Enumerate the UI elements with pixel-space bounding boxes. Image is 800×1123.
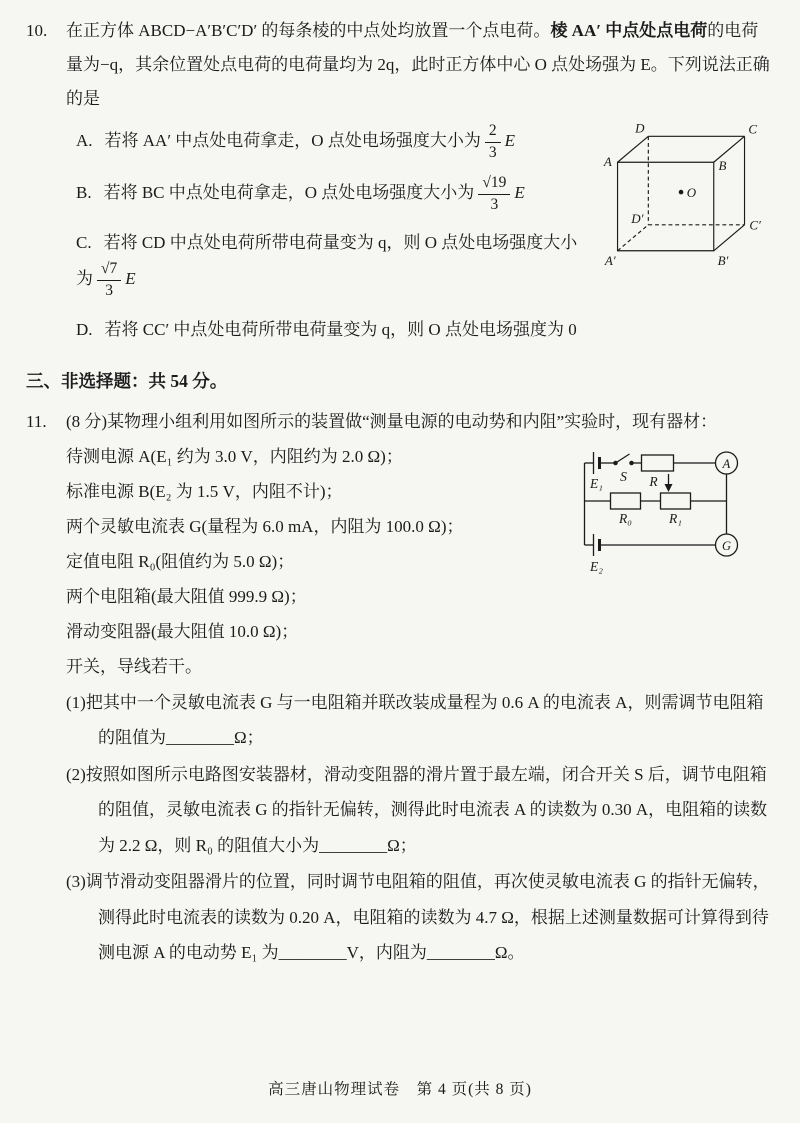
rheostat-r-box xyxy=(642,455,674,471)
cube-vertex-a-label: A xyxy=(603,154,612,170)
fraction-numerator: 2 xyxy=(485,122,501,143)
option-c-letter: C. xyxy=(76,233,92,253)
cube-vertex-a-prime-label: A′ xyxy=(604,253,616,269)
option-a-e-symbol: E xyxy=(504,131,515,150)
equipment-item: 两个灵敏电流表 G(量程为 6.0 mA，内阻为 100.0 Ω)； xyxy=(66,516,464,536)
equipment-item: 两个电阻箱(最大阻值 999.9 Ω)； xyxy=(66,586,307,606)
option-a-fraction xyxy=(485,122,501,162)
cube-vertex-c-label: C xyxy=(748,121,758,137)
option-d-text: 若将 CC′ 中点处电荷所带电荷量变为 q，则 O 点处电场强度为 0 xyxy=(104,319,577,339)
option-c-e-symbol: E xyxy=(125,269,136,289)
sub-question-3: (3)调节滑动变阻器滑片的位置，同时调节电阻箱的阻值，再次使灵敏电流表 G 的指针无偏转，测得此时电流表的读数为 0.20 A，电阻箱的读数为 4.7 Ω，根据上述测量数据可计算得到待测电源 A 的电动势 E₁ 为________V，内阻为________Ω。 xyxy=(66,872,770,963)
battery-e2-label: E₂ xyxy=(590,558,603,574)
equipment-item: 定值电阻 R₀(阻值约为 5.0 Ω)； xyxy=(66,551,295,571)
page-footer: 高三唐山物理试卷 第 4 页(共 8 页) xyxy=(268,1081,532,1098)
question-11-intro: (8 分)某物理小组利用如图所示的装置做“测量电源的电动势和内阻”实验时，现有器材： xyxy=(66,411,718,431)
option-b-fraction xyxy=(478,174,510,214)
slider-arrow-head xyxy=(665,484,673,492)
switch-s-label: S xyxy=(620,468,627,484)
equipment-item: 开关，导线若干。 xyxy=(66,656,202,676)
option-b-text: 若将 BC 中点处电荷拿走，O 点处电场强度大小为 xyxy=(103,183,475,203)
cube-vertex-d-prime-label: D′ xyxy=(631,210,644,226)
stem-part-emphasis: 棱 AA′ 中点处点电荷 xyxy=(550,21,708,40)
option-a-letter: A. xyxy=(76,131,93,150)
battery-e1-label: E₁ xyxy=(590,475,603,491)
resistor-r1-label: R₁ xyxy=(669,510,682,526)
battery-e2 xyxy=(594,534,600,556)
stem-part-2: 的电荷量为−q，其余位置处点电荷的电荷量均为 2q，此时正方体中心 O 点处场强为 E。下列说法正确的是 xyxy=(66,21,770,108)
equipment-item: 待测电源 A(E₁ 约为 3.0 V，内阻约为 2.0 Ω)； xyxy=(66,446,403,466)
option-c-fraction xyxy=(97,260,121,300)
option-a-text: 若将 AA′ 中点处电荷拿走，O 点处电场强度大小为 xyxy=(104,131,481,150)
option-c-text: 若将 CD 中点处电荷所带电荷量变为 q，则 O 点处电场强度大小为 xyxy=(76,233,578,289)
center-point-o-dot xyxy=(679,190,684,195)
resistor-r0-label: R₀ xyxy=(619,510,632,526)
fraction-denominator: 3 xyxy=(490,195,499,213)
question-11 xyxy=(26,405,770,972)
circuit-figure xyxy=(574,443,770,575)
question-10-stem xyxy=(66,14,770,116)
cube-vertex-b-prime-label: B′ xyxy=(717,253,729,269)
fraction-numerator: √19 xyxy=(478,174,510,195)
option-b-letter: B. xyxy=(76,183,92,203)
sub-question-1: (1)把其中一个灵敏电流表 G 与一电阻箱并联改装成量程为 0.6 A 的电流表 A，则需调节电阻箱的阻值为________Ω； xyxy=(66,692,764,748)
question-10 xyxy=(26,14,770,359)
fraction-denominator: 3 xyxy=(488,143,497,161)
fraction-numerator: √7 xyxy=(97,260,121,281)
equipment-item: 标准电源 B(E₂ 为 1.5 V，内阻不计)； xyxy=(66,481,343,501)
cube-figure xyxy=(594,118,770,270)
galvanometer-g-label: G xyxy=(721,538,732,553)
equipment-item: 滑动变阻器(最大阻值 10.0 Ω)； xyxy=(66,621,299,641)
option-d xyxy=(76,313,770,347)
resistor-box-r1 xyxy=(661,493,691,509)
cube-front-face xyxy=(618,162,714,251)
cube-vertex-c-prime-label: C′ xyxy=(749,217,761,233)
fraction-denominator: 3 xyxy=(105,281,113,299)
sub-question-2: (2)按照如图所示电路图安装器材，滑动变阻器的滑片置于最左端，闭合开关 S 后，调节电阻箱的阻值，灵敏电流表 G 的指针无偏转，测得此时电流表 A 的读数为 0.30 A，电阻箱的读数为 2.2 Ω，则 R₀ 的阻值大小为________Ω； xyxy=(66,764,768,855)
battery-e1 xyxy=(594,452,600,474)
cube-vertex-b-label: B xyxy=(718,157,727,173)
rheostat-r-label: R xyxy=(649,473,658,489)
cube-center-o-label: O xyxy=(686,184,697,200)
switch-s xyxy=(614,454,633,465)
cube-diagram xyxy=(594,118,770,270)
resistor-box-r0 xyxy=(611,493,641,509)
circuit-diagram xyxy=(574,443,770,575)
cube-vertex-d-label: D xyxy=(635,120,645,136)
section-3-header: 三、非选择题：共 54 分。 xyxy=(26,370,228,391)
option-d-letter: D. xyxy=(76,319,93,339)
question-11-number: 11. xyxy=(26,411,47,431)
ammeter-a-label: A xyxy=(722,456,731,471)
option-b-e-symbol: E xyxy=(514,183,525,203)
stem-part-1: 在正方体 ABCD−A′B′C′D′ 的每条棱的中点处均放置一个点电荷。 xyxy=(66,21,551,40)
question-10-number: 10. xyxy=(26,21,48,40)
